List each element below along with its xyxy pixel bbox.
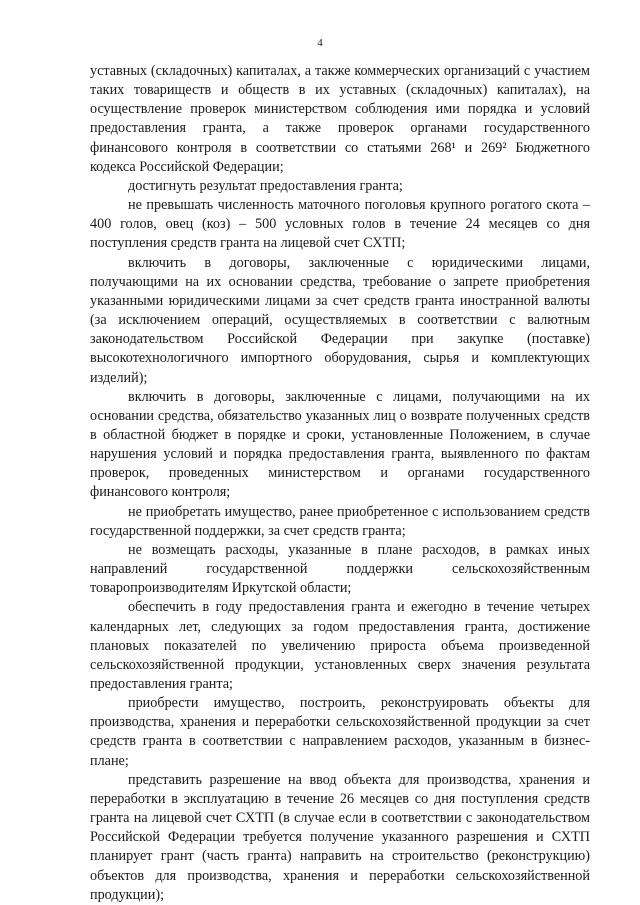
- document-body: [90, 62, 590, 905]
- paragraph-2: достигнуть результат предоставления гранта;: [128, 177, 403, 194]
- paragraph-8: обеспечить в году предоставления гранта и ежегодно в течение четырех календарных лет, следующих за годом предоставления гранта, достижение плановых показателей по увеличению прироста объема произведенной сельскохозяйственной продукции, установленных сверх значения результата предоставления гранта;: [90, 599, 590, 692]
- paragraph-4: включить в договоры, заключенные с юридическими лицами, получающими на их основании средства, требование о запрете приобретения указанными юридическими лицами за счет средств гранта иностранной валюты (за исключением операций, осуществляемых в соответствии с валютным законодательством Российской Федерации при закупке (поставке) высокотехнологичного импортного оборудования, сырья и комплектующих изделий);: [90, 254, 590, 386]
- paragraph-3: не превышать численность маточного поголовья крупного рогатого скота – 400 голов, овец (коз) – 500 условных голов в течение 24 месяцев со дня поступления средств гранта на лицевой счет СХТП;: [90, 197, 590, 252]
- page-number: 4: [317, 37, 323, 49]
- paragraph-5: включить в договоры, заключенные с лицами, получающими на их основании средства, обязательство указанных лиц о возврате полученных средств в областной бюджет в порядке и сроки, установленные Положением, в случае нарушения условий и порядка предоставления гранта, выявленного по фактам проверок, проведенных министерством и органами государственного финансового контроля;: [90, 388, 590, 501]
- paragraph-10: представить разрешение на ввод объекта для производства, хранения и переработки в эксплуатацию в течение 26 месяцев со дня поступления средств гранта на лицевой счет СХТП (в случае если в соответствии с законодательством Российской Федерации требуется получение указанного разрешения и СХТП планирует грант (часть гранта) направить на строительство (реконструкцию) объектов для производства, хранения и переработки сельскохозяйственной продукции);: [90, 771, 590, 903]
- paragraph-7: не возмещать расходы, указанные в плане расходов, в рамках иных направлений государственной поддержки сельскохозяйственным товаропроизводителям Иркутской области;: [90, 541, 590, 597]
- paragraph-6: не приобретать имущество, ранее приобретенное с использованием средств государственной поддержки, за счет средств гранта;: [90, 503, 590, 539]
- paragraph-9: приобрести имущество, построить, реконструировать объекты для производства, хранения и переработки сельскохозяйственной продукции за счет средств гранта в соответствии с направлением расходов, указанным в бизнес-плане;: [90, 695, 590, 769]
- paragraph-1: уставных (складочных) капиталах, а также коммерческих организаций с участием таких товариществ и обществ в их уставных (складочных) капиталах), на осуществление проверок министерством соблюдения ими порядка и условий предоставления гранта, а также проверок органами государственного финансового контроля в соответствии со статьями 268¹ и 269² Бюджетного кодекса Российской Федерации;: [90, 63, 590, 175]
